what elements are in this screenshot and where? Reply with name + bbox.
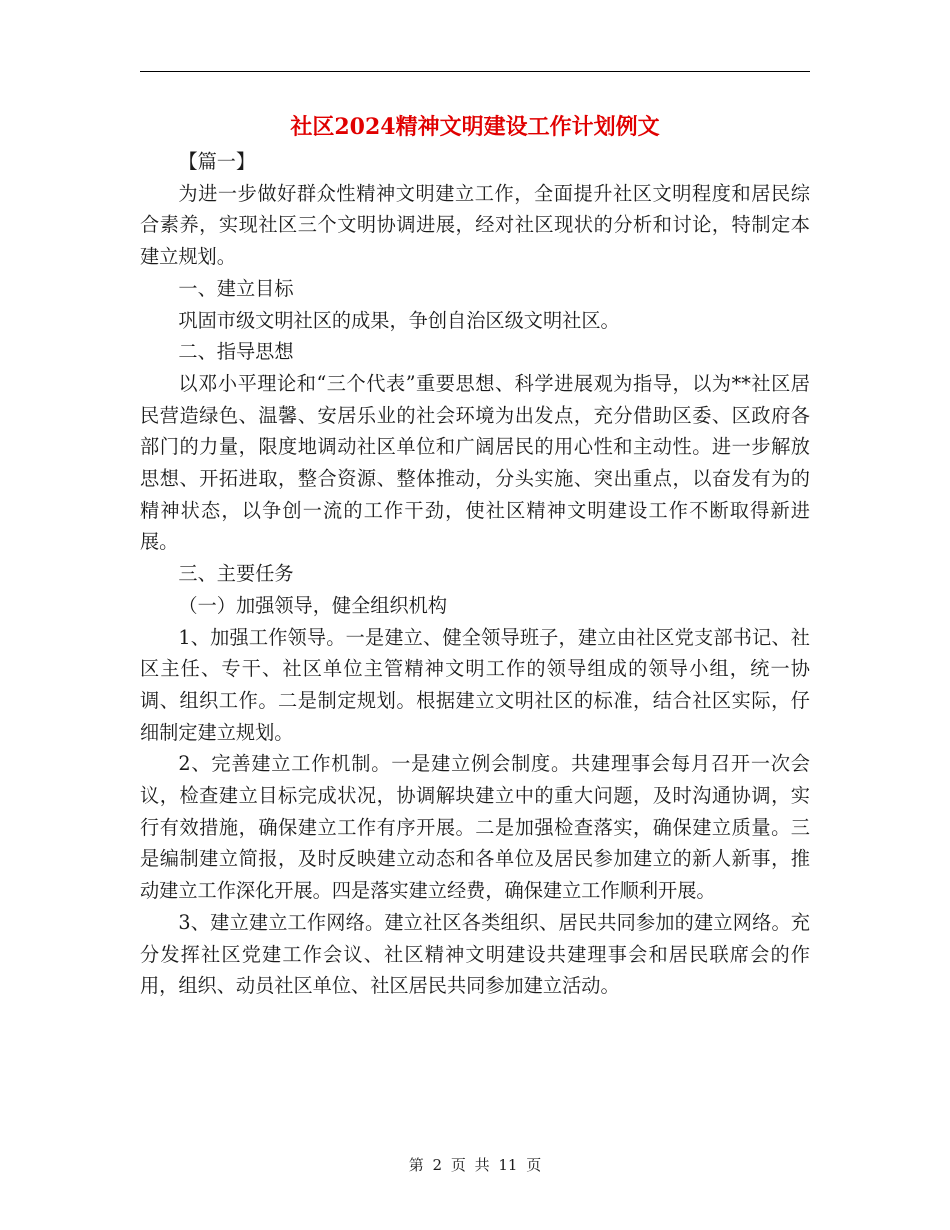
section-label: 【篇一】 — [178, 150, 256, 173]
task-paragraph-1: 1、加强工作领导。一是建立、健全领导班子，建立由社区党支部书记、社区主任、专干、社区单位主管精神文明工作的领导组成的领导小组，统一协调、组织工作。二是制定规划。根据建立文明社区的标准，结合社区实际，仔细制定建立规划。 — [140, 625, 810, 744]
document-title: 社区2024精神文明建设工作计划例文 — [290, 114, 660, 140]
task-paragraph-2: 2、完善建立工作机制。一是建立例会制度。共建理事会每月召开一次会议，检查建立目标完成状况，协调解块建立中的重大问题，及时沟通协调，实行有效措施，确保建立工作有序开展。二是加强检查落实，确保建立质量。三是编制建立简报，及时反映建立动态和各单位及居民参加建立的新人新事，推动建立工作深化开展。四是落实建立经费，确保建立工作顺利开展。 — [140, 752, 810, 903]
header-rule — [140, 71, 810, 72]
heading-goals: 一、建立目标 — [178, 276, 294, 300]
heading-guiding-thought: 二、指导思想 — [178, 340, 294, 364]
task-paragraph-3: 3、建立建立工作网络。建立社区各类组织、居民共同参加的建立网络。充分发挥社区党建工作会议、社区精神文明建设共建理事会和居民联席会的作用，组织、动员社区单位、社区居民共同参加建立活动。 — [140, 910, 810, 998]
goals-paragraph: 巩固市级文明社区的成果，争创自治区级文明社区。 — [178, 308, 620, 332]
document-body — [140, 146, 810, 1002]
page-number: 第 2 页 共 11 页 — [408, 1156, 542, 1174]
subheading-leadership: （一）加强领导，健全组织机构 — [178, 593, 448, 617]
guiding-thought-paragraph: 以邓小平理论和“三个代表”重要思想、科学进展观为指导，以为**社区居民营造绿色、温馨、安居乐业的社会环境为出发点，充分借助区委、区政府各部门的力量，限度地调动社区单位和广阔居民的用心性和主动性。进一步解放思想、开拓进取，整合资源、整体推动，分头实施、突出重点，以奋发有为的精神状态，以争创一流的工作干劲，使社区精神文明建设工作不断取得新进展。 — [140, 371, 810, 554]
heading-main-tasks: 三、主要任务 — [178, 562, 294, 586]
intro-paragraph: 为进一步做好群众性精神文明建立工作，全面提升社区文明程度和居民综合素养，实现社区三个文明协调进展，经对社区现状的分析和讨论，特制定本建立规划。 — [140, 181, 810, 269]
